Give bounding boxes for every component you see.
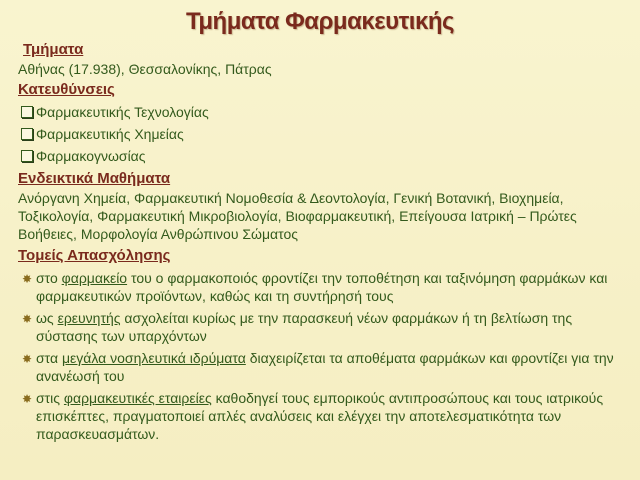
- employment-list: [18, 269, 628, 443]
- departments-heading: Τμήματα: [23, 41, 84, 58]
- direction-label: Φαρμακευτικής Τεχνολογίας: [36, 104, 209, 120]
- employment-item-link: μεγάλα νοσηλευτικά ιδρύματα: [61, 350, 246, 366]
- employment-item-pre: στις: [36, 390, 64, 406]
- list-item: [18, 125, 628, 143]
- courses-heading: Ενδεικτικά Μαθήματα: [18, 170, 171, 187]
- employment-heading: Τομείς Απασχόλησης: [18, 247, 171, 264]
- employment-item-pre: στα: [36, 350, 62, 366]
- slide-title: Τμήματα Φαρμακευτικής: [185, 8, 454, 35]
- slide-content: [18, 38, 628, 447]
- star-burst-icon: ✸: [21, 312, 33, 326]
- employment-item-text: [36, 349, 628, 385]
- employment-item-pre: στο: [36, 270, 62, 286]
- direction-label: Φαρμακογνωσίας: [36, 148, 146, 164]
- directions-list: [18, 103, 628, 165]
- checkbox-square-icon: [18, 103, 36, 118]
- checkbox-square-icon: [18, 147, 36, 162]
- employment-item-post: ασχολείται κυρίως με την παρασκευή νέων φαρμάκων ή τη βελτίωση της σύστασης των υπαρχόντων: [36, 310, 573, 344]
- list-item: [18, 103, 628, 121]
- list-item: [18, 349, 628, 385]
- star-burst-icon: ✸: [21, 272, 33, 286]
- list-item: [18, 389, 628, 443]
- list-item: [18, 147, 628, 165]
- checkbox-square-icon: [18, 125, 36, 140]
- departments-text: Αθήνας (17.938), Θεσσαλονίκης, Πάτρας: [18, 61, 272, 77]
- employment-item-link: ερευνητής: [57, 310, 121, 326]
- list-item: [18, 269, 628, 305]
- employment-item-pre: ως: [36, 310, 58, 326]
- star-burst-icon: ✸: [21, 352, 33, 366]
- employment-item-post: διαχειρίζεται τα αποθέματα φαρμάκων και φροντίζει για την ανανέωσή του: [36, 350, 614, 384]
- employment-item-link: φαρμακείο: [61, 270, 128, 286]
- directions-heading: Κατευθύνσεις: [18, 81, 115, 98]
- employment-item-text: [36, 269, 628, 305]
- direction-label: Φαρμακευτικής Χημείας: [36, 126, 184, 142]
- employment-item-post: καθοδηγεί τους εμπορικούς αντιπροσώπους και τους ιατρικούς επισκέπτες, πραγματοποιεί απλές αναλύσεις και ελέγχει την αποτελεσματικότητα των παρασκευασμάτων.: [36, 390, 604, 442]
- employment-item-text: [36, 309, 628, 345]
- employment-item-text: [36, 389, 628, 443]
- courses-text: Ανόργανη Χημεία, Φαρμακευτική Νομοθεσία & Δεοντολογία, Γενική Βοτανική, Βιοχημεία, Τοξικολογία, Φαρμακευτική Μικροβιολογία, Βιοφαρμακευτική, Επείγουσα Ιατρική – Πρώτες Βοήθειες, Μορφολογία Ανθρώπινου Σώματος: [18, 190, 577, 242]
- list-item: [18, 309, 628, 345]
- employment-item-link: φαρμακευτικές εταιρείες: [63, 390, 212, 406]
- employment-item-post: του ο φαρμακοποιός φροντίζει την τοποθέτηση και ταξινόμηση φαρμάκων και φαρμακευτικών προϊόντων, καθώς και τη συντήρησή τους: [36, 270, 608, 304]
- star-burst-icon: ✸: [21, 392, 33, 406]
